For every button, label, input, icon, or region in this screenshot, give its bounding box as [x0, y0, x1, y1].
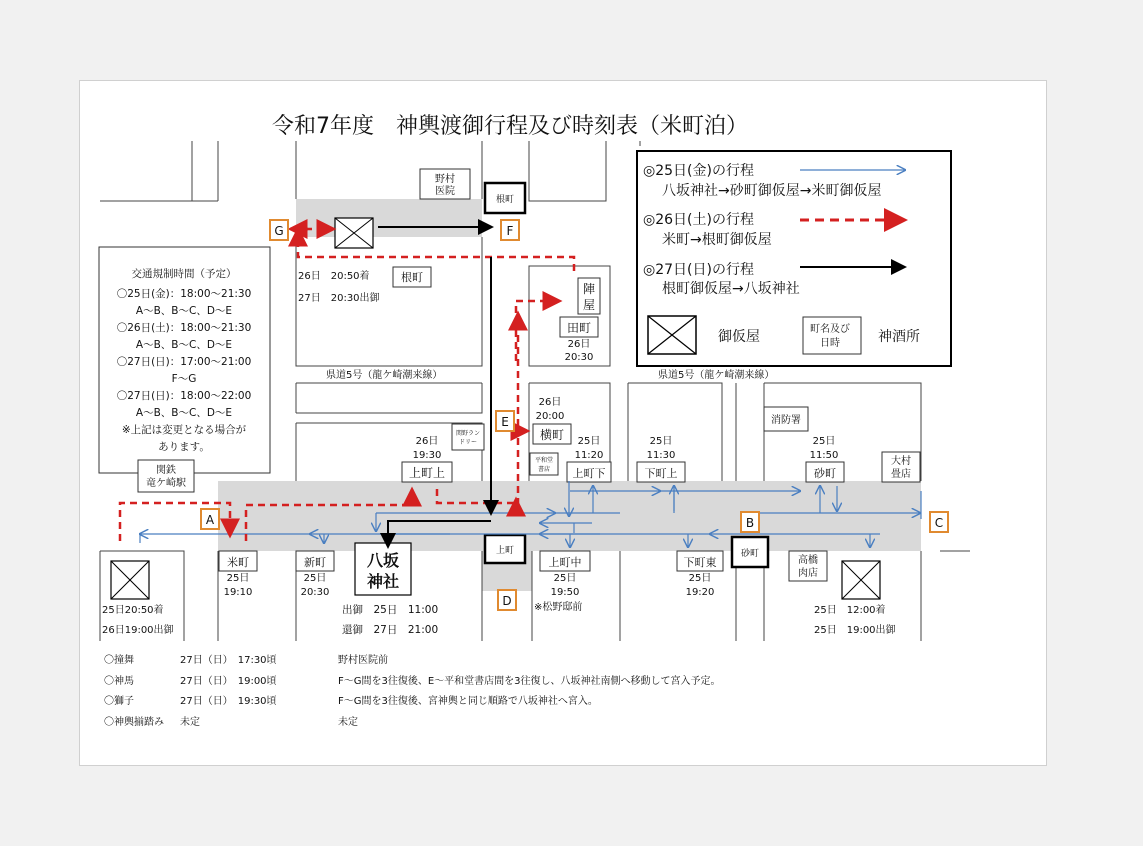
marker-g — [270, 220, 288, 240]
event-note: F〜G間を3往復後、宮神輿と同じ順路で八坂神社へ宮入。 — [338, 696, 598, 707]
road-route5-right: 県道5号（龍ケ崎潮来線） — [658, 370, 775, 381]
junction-nemachi-label: 根町 — [495, 195, 515, 205]
page-title: 令和7年度 神輿渡御行程及び時刻表（米町泊） — [272, 114, 748, 139]
landmark-heiwado-2: 書店 — [537, 466, 551, 473]
legend-karibuya-icon — [648, 316, 696, 354]
town-shimomachikami — [637, 435, 685, 482]
yasaka-departure: 出御 25日 11:00 — [342, 604, 439, 616]
junction-sunamachi — [732, 537, 768, 567]
event-name: 〇神輿揃踏み — [104, 716, 164, 728]
yasaka-shrine-1: 八坂 — [366, 551, 400, 570]
marker-f — [501, 220, 519, 240]
komemachi-arrival: 25日20:50着 — [102, 605, 164, 616]
junction-nemachi — [485, 183, 525, 213]
sunamachi-arrival: 25日 12:00着 — [814, 605, 886, 616]
junction-kamimachi-label: 上町 — [495, 546, 515, 556]
town-time-yokomachi: 20:00 — [535, 411, 565, 422]
marker-a — [201, 509, 219, 529]
junction-kamimachi — [485, 535, 525, 563]
road-route5-left: 県道5号（龍ケ崎潮来線） — [326, 370, 443, 381]
marker-d — [498, 590, 516, 610]
landmark-matsuno: ※松野邸前 — [534, 602, 583, 613]
legend-day25-label: ◎25日(金)の行程 — [643, 163, 754, 179]
event-note: F〜G間を3往復後、E〜平和堂書店間を3往復し、八坂神社南側へ移動して宮入予定。 — [338, 675, 721, 687]
town-time-sunamachi: 11:50 — [809, 450, 839, 461]
town-date-kamimachishita: 25日 — [577, 436, 601, 447]
marker-c — [930, 512, 948, 532]
legend-day27-label: ◎27日(日)の行程 — [643, 262, 754, 278]
town-shimomachihigashi — [677, 551, 723, 598]
town-time-komemachi: 19:10 — [223, 587, 253, 598]
traffic-note-1: ※上記は変更となる場合が — [121, 424, 247, 436]
town-yokomachi — [533, 396, 571, 444]
marker-e — [496, 411, 514, 431]
junction-sunamachi-label: 砂町 — [740, 549, 760, 559]
marker-c-label: C — [934, 516, 944, 530]
town-name-shinmachi: 新町 — [304, 556, 326, 569]
marker-e-label: E — [501, 415, 509, 429]
sunamachi-departure: 25日 19:00出御 — [814, 625, 896, 636]
landmark-takahashi-2: 肉店 — [798, 568, 818, 579]
event-time: 未定 — [180, 716, 200, 728]
town-time-kamimachishita: 11:20 — [574, 450, 604, 461]
town-name-komemachi: 米町 — [227, 556, 249, 569]
town-name-jinya-2: 屋 — [582, 298, 596, 312]
legend-panel — [637, 151, 951, 366]
town-date-yokomachi: 26日 — [538, 397, 562, 408]
landmark-laundry-2: ドリー — [458, 439, 478, 446]
traffic-line2-sections: A〜B、B〜C、D〜E — [135, 339, 233, 351]
landmark-takahashi-1: 高橋 — [798, 555, 818, 566]
event-time: 27日（日） 19:00頃 — [180, 675, 277, 687]
legend-karibuya-label: 御仮屋 — [718, 329, 760, 345]
traffic-note-2: あります。 — [158, 441, 210, 453]
event-name: 〇神馬 — [104, 675, 134, 687]
map-sheet — [79, 80, 1047, 766]
town-komemachi — [219, 551, 257, 598]
landmark-kantetsu-1: 関鉄 — [156, 465, 176, 476]
legend-town-box-line1: 町名及び — [810, 324, 850, 335]
traffic-line1-sections: A〜B、B〜C、D〜E — [135, 305, 233, 317]
event-time: 27日（日） 19:30頃 — [180, 696, 277, 707]
town-sunamachi — [806, 435, 844, 482]
town-name-nemachi: 根町 — [401, 271, 423, 284]
karibuya-sunamachi-icon — [842, 561, 880, 599]
traffic-heading: 交通規制時間（予定） — [131, 268, 237, 280]
town-date-kamimachikami: 26日 — [415, 436, 439, 447]
landmark-heiwado-1: 平和堂 — [534, 457, 554, 464]
landmark-laundry-1: 関野ラン — [455, 430, 481, 437]
legend-day26-label: ◎26日(土)の行程 — [643, 212, 754, 228]
town-time-kamimachikami: 19:30 — [412, 450, 442, 461]
town-date-komemachi: 25日 — [226, 573, 250, 584]
town-kamimachikami — [402, 435, 452, 482]
event-note: 未定 — [338, 716, 358, 728]
karibuya-komemachi-icon — [111, 561, 149, 599]
legend-shinshu-label: 神酒所 — [878, 329, 920, 345]
event-name: 〇撞舞 — [104, 655, 134, 666]
town-name-kamimachikami: 上町上 — [408, 466, 446, 480]
traffic-line4: 〇27日(日)：18:00〜22:00 — [116, 390, 252, 402]
town-date-shimomachihigashi: 25日 — [688, 573, 712, 584]
town-name-kamimachishita: 上町下 — [572, 467, 606, 480]
marker-a-label: A — [205, 513, 215, 527]
traffic-line4-sections: A〜B、B〜C、D〜E — [135, 407, 233, 419]
town-name-sunamachi: 砂町 — [814, 467, 836, 480]
traffic-line3: 〇27日(日)：17:00〜21:00 — [116, 356, 252, 368]
town-name-yokomachi: 横町 — [539, 428, 565, 442]
yasaka-return: 還御 27日 21:00 — [342, 624, 439, 636]
landmark-omura-1: 大村 — [891, 456, 911, 467]
town-name-jinya-1: 陣 — [582, 282, 596, 296]
town-time-kamimachinaka: 19:50 — [550, 587, 580, 598]
town-date-kamimachinaka: 25日 — [553, 573, 577, 584]
town-name-shimomachihigashi: 下町東 — [683, 556, 717, 569]
marker-f-label: F — [506, 224, 514, 238]
town-kamimachishita — [567, 435, 611, 482]
karibuya-nemachi-icon — [335, 218, 373, 248]
town-shinmachi — [296, 551, 334, 598]
nemachi-arrival: 26日 20:50着 — [298, 271, 370, 282]
town-date-sunamachi: 25日 — [812, 436, 836, 447]
landmark-omura-2: 畳店 — [891, 469, 911, 480]
town-time-shimomachihigashi: 19:20 — [685, 587, 715, 598]
town-name-shimomachikami: 下町上 — [644, 467, 678, 480]
town-name-tamachi: 田町 — [566, 321, 592, 335]
traffic-line1: 〇25日(金)：18:00〜21:30 — [116, 288, 252, 300]
landmark-nomura-2: 医院 — [435, 186, 455, 197]
legend-day26-route: 米町→根町御仮屋 — [662, 232, 772, 248]
legend-day25-route: 八坂神社→砂町御仮屋→米町御仮屋 — [662, 183, 882, 199]
town-date-tamachi: 26日 — [567, 339, 591, 350]
traffic-line2: 〇26日(土)：18:00〜21:30 — [116, 322, 252, 334]
town-kamimachinaka — [540, 551, 590, 598]
nemachi-departure: 27日 20:30出御 — [298, 293, 380, 304]
town-name-kamimachinaka: 上町中 — [548, 556, 582, 569]
legend-day27-route: 根町御仮屋→八坂神社 — [662, 281, 800, 297]
event-time: 27日（日） 17:30頃 — [180, 655, 277, 666]
traffic-line3-sections: F〜G — [171, 373, 197, 385]
landmark-fire-station-label: 消防署 — [771, 415, 801, 426]
marker-b-label: B — [745, 516, 755, 530]
traffic-regulation-box — [99, 247, 270, 473]
town-time-shimomachikami: 11:30 — [646, 450, 676, 461]
marker-d-label: D — [502, 594, 512, 608]
town-jinya — [578, 278, 600, 314]
legend-town-box-line2: 日時 — [820, 338, 840, 349]
town-date-shimomachikami: 25日 — [649, 436, 673, 447]
landmark-laundry — [452, 424, 484, 450]
town-tamachi — [560, 317, 598, 363]
yasaka-shrine-2: 神社 — [366, 572, 400, 591]
town-time-shinmachi: 20:30 — [300, 587, 330, 598]
event-name: 〇獅子 — [104, 696, 134, 707]
landmark-kantetsu-2: 竜ケ崎駅 — [146, 478, 186, 489]
komemachi-departure: 26日19:00出御 — [102, 625, 174, 636]
marker-b — [741, 512, 759, 532]
event-note: 野村医院前 — [338, 655, 388, 666]
town-time-tamachi: 20:30 — [564, 352, 594, 363]
marker-g-label: G — [274, 224, 284, 238]
landmark-nomura-1: 野村 — [435, 174, 455, 185]
road-f-g — [296, 199, 482, 237]
town-date-shinmachi: 25日 — [303, 573, 327, 584]
